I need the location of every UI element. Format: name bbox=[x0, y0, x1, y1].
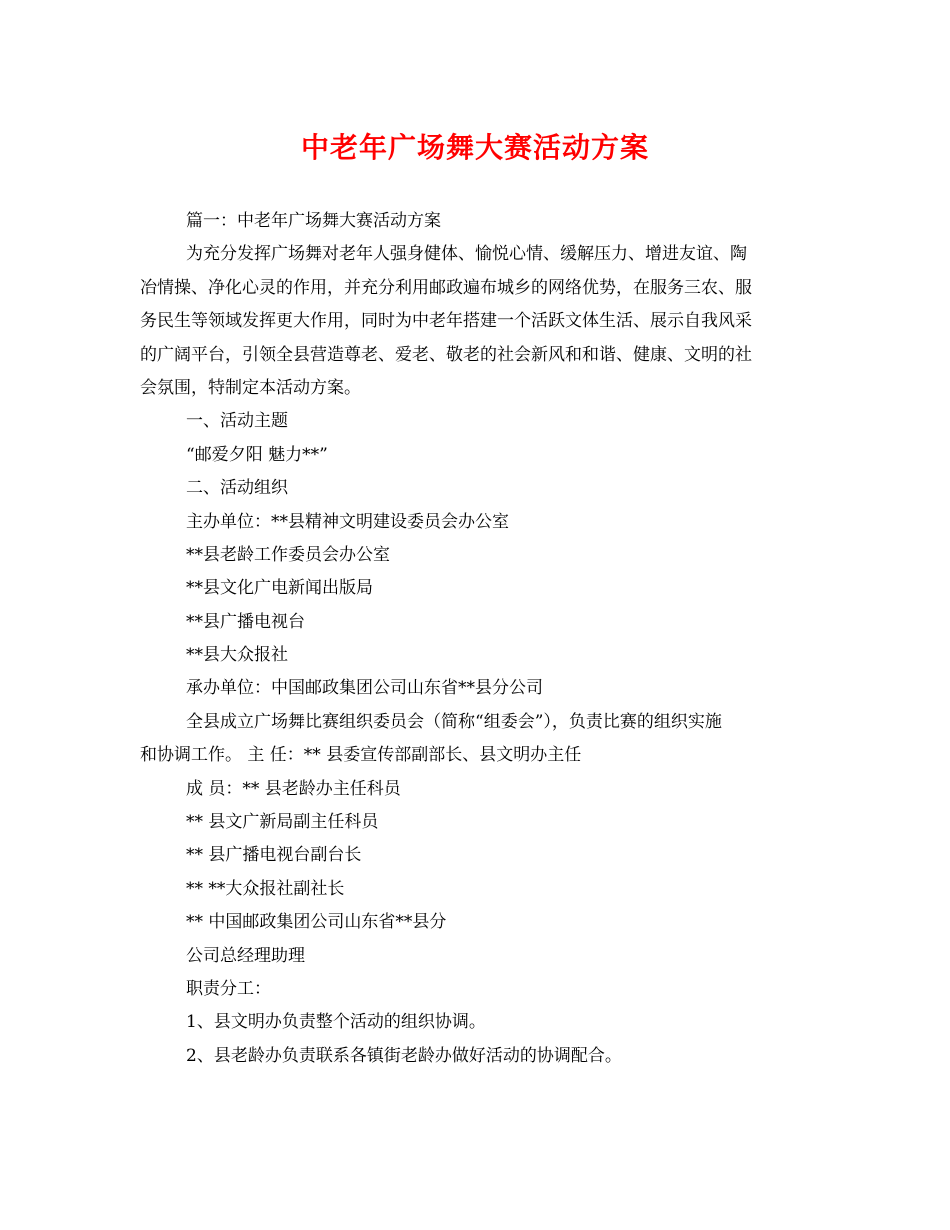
section-heading: 一、活动主题 bbox=[186, 411, 288, 432]
organizer-line: 主办单位：**县精神文明建设委员会办公室 bbox=[186, 511, 509, 532]
member-line: ** **大众报社副社长 bbox=[186, 878, 345, 899]
member-line: ** 县文广新局副主任科员 bbox=[186, 812, 379, 833]
theme-text: “邮爱夕阳 魅力**” bbox=[186, 444, 328, 465]
member-line: ** 中国邮政集团公司山东省**县分 bbox=[186, 912, 447, 933]
member-line: ** 县广播电视台副台长 bbox=[186, 845, 362, 866]
paragraph-line: 为充分发挥广场舞对老年人强身健体、愉悦心情、缓解压力、增进友谊、陶 bbox=[186, 244, 747, 265]
paragraph-line: 务民生等领域发挥更大作用，同时为中老年搭建一个活跃文体生活、展示自我风采 bbox=[140, 311, 752, 332]
paragraph-line: 和协调工作。 主 任：** 县委宣传部副部长、县文明办主任 bbox=[140, 745, 582, 766]
member-line: 成 员：** 县老龄办主任科员 bbox=[186, 778, 401, 799]
section-heading: 二、活动组织 bbox=[186, 478, 288, 499]
duty-item: 2、县老龄办负责联系各镇街老龄办做好活动的协调配合。 bbox=[186, 1045, 622, 1066]
section-heading: 职责分工： bbox=[186, 978, 271, 999]
organizer-line: **县大众报社 bbox=[186, 645, 288, 666]
section-heading: 篇一：中老年广场舞大赛活动方案 bbox=[186, 211, 441, 231]
paragraph-line: 的广阔平台，引领全县营造尊老、爱老、敬老的社会新风和和谐、健康、文明的社 bbox=[140, 344, 752, 365]
paragraph-line: 会氛围，特制定本活动方案。 bbox=[140, 377, 361, 398]
paragraph-line: 全县成立广场舞比赛组织委员会（简称“组委会”），负责比赛的组织实施 bbox=[186, 711, 722, 732]
organizer-line: **县老龄工作委员会办公室 bbox=[186, 544, 390, 565]
organizer-line: **县广播电视台 bbox=[186, 611, 305, 632]
document-title: 中老年广场舞大赛活动方案 bbox=[300, 131, 649, 164]
co-organizer-line: 承办单位：中国邮政集团公司山东省**县分公司 bbox=[186, 678, 543, 699]
paragraph-line: 冶情操、净化心灵的作用，并充分利用邮政遍布城乡的网络优势，在服务三农、服 bbox=[140, 277, 752, 298]
document-body bbox=[140, 205, 812, 1073]
organizer-line: **县文化广电新闻出版局 bbox=[186, 578, 373, 599]
member-line: 公司总经理助理 bbox=[186, 945, 305, 966]
duty-item: 1、县文明办负责整个活动的组织协调。 bbox=[186, 1012, 486, 1033]
